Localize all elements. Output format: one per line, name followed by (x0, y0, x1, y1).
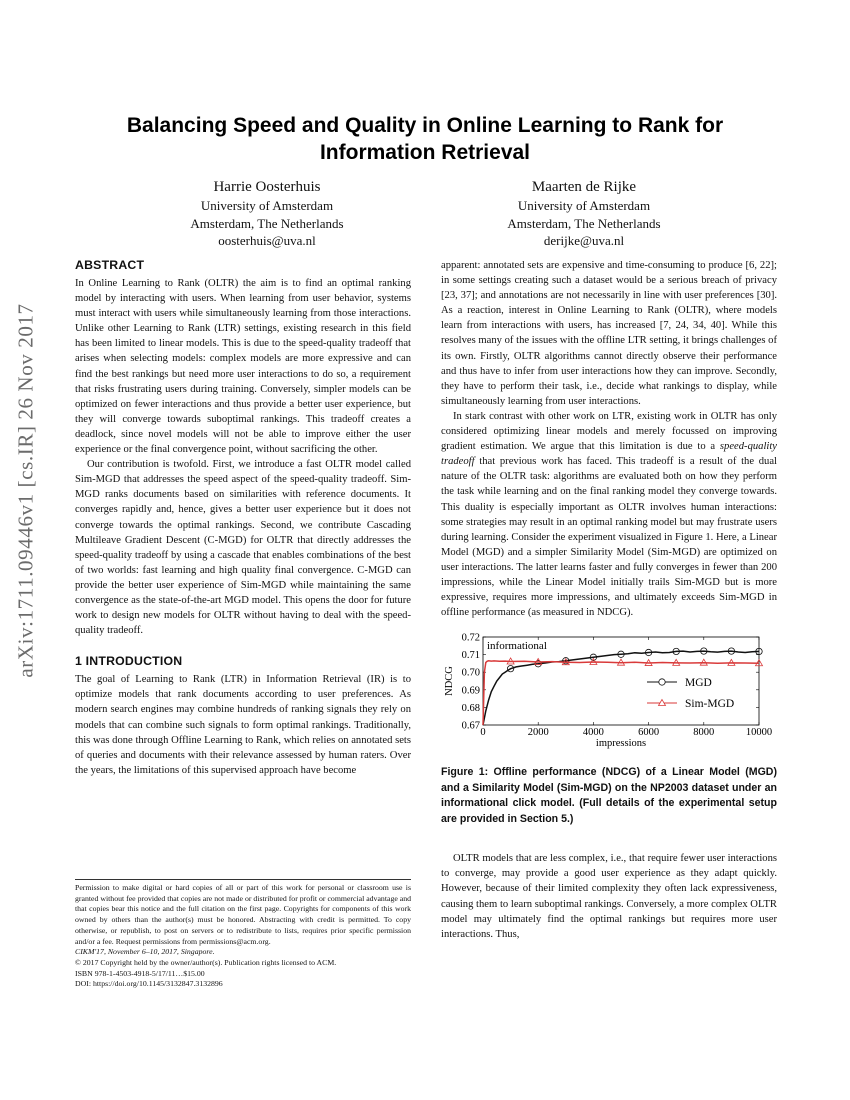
legend-label: Sim-MGD (685, 698, 735, 711)
author-location: Amsterdam, The Netherlands (190, 215, 344, 231)
figure-caption: Figure 1: Offline performance (NDCG) of a Linear Model (MGD) and a Similarity Model (Sim-MGD) on the NP2003 dataset under an informational click model. (Full details of the experimental setup are provided in Section 5.) (441, 766, 777, 825)
abstract-paragraph-1: In Online Learning to Rank (OLTR) the aim is to find an optimal ranking model by interacting with users. When learning from user behavior, systems must interact with users while simultaneously learning from those interactions. Unlike other Learning to Rank (LTR) settings, existing research in this field has been limited to linear models. This is due to the speed-quality tradeoff that arises when selecting models: complex models are more expressive and can find the best rankings but need more user interactions to do so, a requirement that risks frustrating users during training. Conversely, simpler models can be optimized on fewer interactions and thus provide a better user experience, but they will converge towards suboptimal rankings. This tradeoff creates a deadlock, since novel models will not be able to improve either the user experience or the final convergence point, without sacrificing the other. (75, 278, 411, 456)
right-column (441, 258, 777, 942)
paragraph-text: that previous work has faced. This tradeoff is a result of the dual nature of the OLTR task: algorithms are evaluated both on how they perform the task while learning and on the final ranking model they converge towards. This duality is especially important as OLTR involves human interactions: some strategies may result in an optimal ranking model but may frustrate users during learning. Consider the experiment visualized in Figure 1. Here, a Linear Model (MGD) and a simpler Similarity Model (Sim-MGD) are optimized on user interactions. The latter learns faster and fully converges in fewer than 200 impressions, while the Linear Model initially trails Sim-MGD but is more expressive, requires more impressions, and ultimately exceeds Sim-MGD in offline performance (as measured in NDCG). (441, 456, 777, 619)
abstract-heading: ABSTRACT (75, 258, 145, 272)
emphasized-term: speed-quality tradeoff (441, 441, 777, 468)
doi-line[interactable]: DOI: https://doi.org/10.1145/3132847.3132896 (75, 979, 223, 989)
right-paragraph-3: OLTR models that are less complex, i.e., that require fewer user interactions to converge, may provide a good user experience as they adapt quickly. However, because of their limited complexity they often lack expressiveness, causing them to learn suboptimal rankings. Conversely, a more complex OLTR model may ultimately find the optimal rankings but requires more user interactions. Thus, (441, 853, 777, 940)
series-line-sim-mgd (483, 661, 759, 725)
introduction-heading: 1 INTRODUCTION (75, 654, 183, 669)
introduction-paragraph-1: The goal of Learning to Rank (LTR) in Information Retrieval (IR) is to optimize models that rank documents according to user preferences. As modern search engines may combine hundreds of ranking signals they rely on models that can combine such signals to form optimal rankings. Traditionally, this was done through Offline Learning to Rank, which relies on annotated sets of queries and documents with their relevance assessed by human raters. Over the years, the limitations of this supervised approach have become (75, 674, 411, 776)
author-block-2 (454, 177, 714, 250)
x-tick-label: 6000 (638, 727, 660, 739)
abstract-paragraph-2: Our contribution is twofold. First, we introduce a fast OLTR model called Sim-MGD that addresses the speed aspect of the speed-quality tradeoff. Sim-MGD ranks documents based on similarities with reference documents. It converges rapidly and, hence, gives a better user experience but it does not converge towards the optimal rankings. Second, we contribute Cascading Multileave Gradient Descent (C-MGD) for OLTR that directly addresses the speed-quality tradeoff by using a cascade that enables combinations of the best of two worlds: fast learning and high quality final convergence. C-MGD can provide the better user experience of Sim-MGD while maintaining the same convergence as the state-of-the-art MGD model. This opens the door for future work to design new models for OLTR without having to deal with the speed-quality tradeoff. (75, 459, 411, 637)
legend-marker-circle (659, 679, 665, 685)
paragraph-text: In stark contrast with other work on LTR, existing work in OLTR has only considered optimizing linear models and merely focussed on improving gradient estimation. We argue that this limitation is due to a (441, 410, 777, 453)
isbn-line: ISBN 978-1-4503-4918-5/17/11…$15.00 (75, 968, 205, 978)
copyright-footnote (75, 879, 411, 990)
x-tick-label: 8000 (693, 727, 715, 739)
y-tick-label: 0.67 (461, 720, 480, 732)
x-axis-label: impressions (595, 738, 647, 750)
y-tick-label: 0.70 (461, 667, 480, 679)
right-paragraph-1: apparent: annotated sets are expensive and time-consuming to produce [6, 22]; in some settings creating such a dataset would be a serious breach of privacy [23, 37]; and annotations are not necessarily in line with user preferences [30]. As a reaction, interest in Online Learning to Rank (OLTR), where models learn from interactions with users, has increased [7, 24, 34, 40]. While this resolves many of the issues with the offline LTR setting, it brings challenges of its own. Firstly, OLTR algorithms cannot directly observe their performance and thus have to infer from user interactions how they can improve. Secondly, they have to perform their task, i.e., decide what rankings to display, while simultaneously learning from user interactions. (441, 260, 777, 407)
author-name: Maarten de Rijke (531, 179, 637, 195)
author-affiliation: University of Amsterdam (517, 198, 651, 213)
arxiv-identifier-text: arXiv:1711.09446v1 [cs.IR] 26 Nov 2017 (13, 302, 38, 678)
y-tick-label: 0.69 (461, 685, 480, 697)
author-email[interactable]: derijke@uva.nl (543, 233, 625, 248)
conference-line: CIKM'17, November 6–10, 2017, Singapore. (75, 947, 215, 957)
author-email[interactable]: oosterhuis@uva.nl (218, 233, 316, 248)
x-tick-label: 10000 (745, 727, 773, 739)
y-axis-label: NDCG (444, 666, 455, 697)
permission-notice: Permission to make digital or hard copies of all or part of this work for personal or classroom use is granted without fee provided that copies are not made or distributed for profit or commercial advantage and that copies bear this notice and the full citation on the first page. Copyrights for components of this work owned by others than the author(s) must be honored. Abstracting with credit is permitted. To copy otherwise, or republish, to post on servers or to redistribute to lists, requires prior specific permission and/or a fee. Request permissions from permissions@acm.org. (75, 883, 412, 946)
x-tick-label: 4000 (582, 727, 604, 739)
legend-label: MGD (685, 677, 712, 690)
author-block-1 (137, 177, 397, 250)
chart-annotation: informational (487, 640, 547, 653)
copyright-line: © 2017 Copyright held by the owner/author(s). Publication rights licensed to ACM. (75, 957, 337, 967)
x-tick-label: 2000 (527, 727, 549, 739)
left-column (75, 256, 411, 778)
y-tick-label: 0.68 (461, 703, 480, 715)
ndcg-line-chart (441, 633, 777, 761)
figure-1 (441, 633, 777, 827)
x-tick-label: 0 (480, 727, 486, 739)
author-affiliation: University of Amsterdam (200, 198, 334, 213)
y-tick-label: 0.71 (461, 650, 480, 662)
author-location: Amsterdam, The Netherlands (507, 215, 661, 231)
paper-title: Balancing Speed and Quality in Online Learning to Rank for Information Retrieval (126, 114, 724, 164)
author-name: Harrie Oosterhuis (213, 179, 321, 195)
arxiv-identifier-stamp (6, 300, 46, 680)
right-paragraph-2 (441, 409, 777, 620)
y-tick-label: 0.72 (461, 633, 480, 644)
